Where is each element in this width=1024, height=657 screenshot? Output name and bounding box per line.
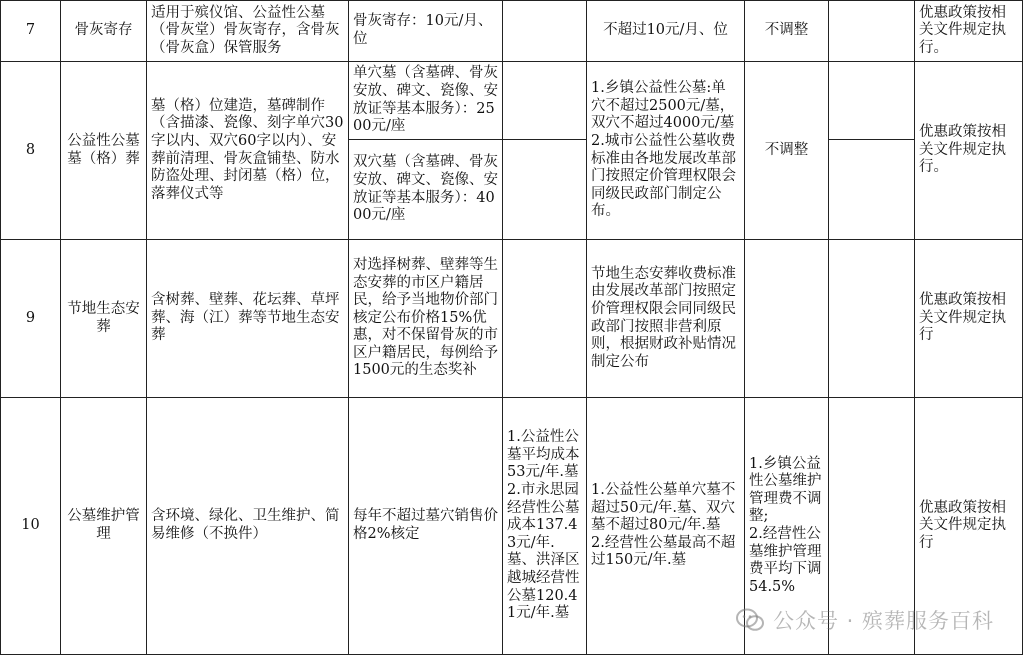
fee-standard: 节地生态安葬收费标准由发展改革部门按照定价管理权限会同同级民政部门按照非营利原则，根据财政补贴情况制定公布 (587, 240, 745, 398)
table-row (1, 398, 1023, 655)
adjustment: 不调整 (745, 62, 829, 240)
extra-cell (829, 398, 915, 655)
adjustment (745, 240, 829, 398)
fee-standard: 1.公益性公墓单穴墓不超过50元/年.墓、双穴墓不超过80元/年.墓 2.经营性公墓最高不超过150元/年.墓 (587, 398, 745, 655)
adjustment: 不调整 (745, 1, 829, 62)
service-content: 含环境、绿化、卫生维护、简易维修（不换件） (147, 398, 349, 655)
cost-cell (503, 1, 587, 62)
service-item: 节地生态安葬 (61, 240, 147, 398)
current-fee: 骨灰寄存：10元/月、位 (349, 1, 503, 62)
table-row (1, 1, 1023, 62)
fee-double-grave: 双穴墓（含墓碑、骨灰安放、碑文、瓷像、安放证等基本服务）：4000元/座 (349, 140, 503, 240)
fee-standard: 不超过10元/月、位 (587, 1, 745, 62)
extra-cell (829, 140, 915, 240)
table-row (1, 62, 1023, 140)
policy-note: 优惠政策按相关文件规定执行。 (915, 62, 1023, 240)
service-content: 墓（格）位建造，墓碑制作（含描漆、瓷像、刻字单穴30字以内、双穴60字以内）、安葬前清理、骨灰盒铺垫、防水防盗处理、封闭墓（格）位，落葬仪式等 (147, 62, 349, 240)
row-number: 8 (1, 62, 61, 240)
current-fee: 每年不超过墓穴销售价格2%核定 (349, 398, 503, 655)
extra-cell (829, 240, 915, 398)
cost-cell (503, 140, 587, 240)
policy-note: 优惠政策按相关文件规定执行 (915, 398, 1023, 655)
adjustment: 1.乡镇公益性公墓维护管理费不调整; 2.经营性公墓维护管理费平均下调54.5% (745, 398, 829, 655)
service-item: 公墓维护管理 (61, 398, 147, 655)
cost-cell (503, 62, 587, 140)
watermark-text: 公众号 · 殡葬服务百科 (772, 609, 994, 633)
fee-single-grave: 单穴墓（含墓碑、骨灰安放、碑文、瓷像、安放证等基本服务）：2500元/座 (349, 62, 503, 140)
fee-standard: 1.乡镇公益性公墓:单穴不超过2500元/墓，双穴不超过4000元/墓 2.城市公益性公墓收费标准由各地发展改革部门按照定价管理权限会同级民政部门制定公布。 (587, 62, 745, 240)
service-content: 含树葬、壁葬、花坛葬、草坪葬、海（江）葬等节地生态安葬 (147, 240, 349, 398)
current-fee: 对选择树葬、壁葬等生态安葬的市区户籍居民，给予当地物价部门核定公布价格15%优惠，对不保留骨灰的市区户籍居民，每例给予1500元的生态奖补 (349, 240, 503, 398)
cost-cell (503, 240, 587, 398)
service-content: 适用于殡仪馆、公益性公墓（骨灰堂）骨灰寄存，含骨灰（骨灰盒）保管服务 (147, 1, 349, 62)
cost-cell: 1.公益性公墓平均成本53元/年.墓 2.市永思园经营性公墓成本137.43元/年.墓、洪泽区越城经营性公墓120.41元/年.墓 (503, 398, 587, 655)
table-row (1, 240, 1023, 398)
policy-note: 优惠政策按相关文件规定执行 (915, 240, 1023, 398)
policy-note: 优惠政策按相关文件规定执行。 (915, 1, 1023, 62)
service-item: 骨灰寄存 (61, 1, 147, 62)
service-item: 公益性公墓墓（格）葬 (61, 62, 147, 240)
row-number: 9 (1, 240, 61, 398)
extra-cell (829, 62, 915, 140)
row-number: 10 (1, 398, 61, 655)
extra-cell (829, 1, 915, 62)
row-number: 7 (1, 1, 61, 62)
